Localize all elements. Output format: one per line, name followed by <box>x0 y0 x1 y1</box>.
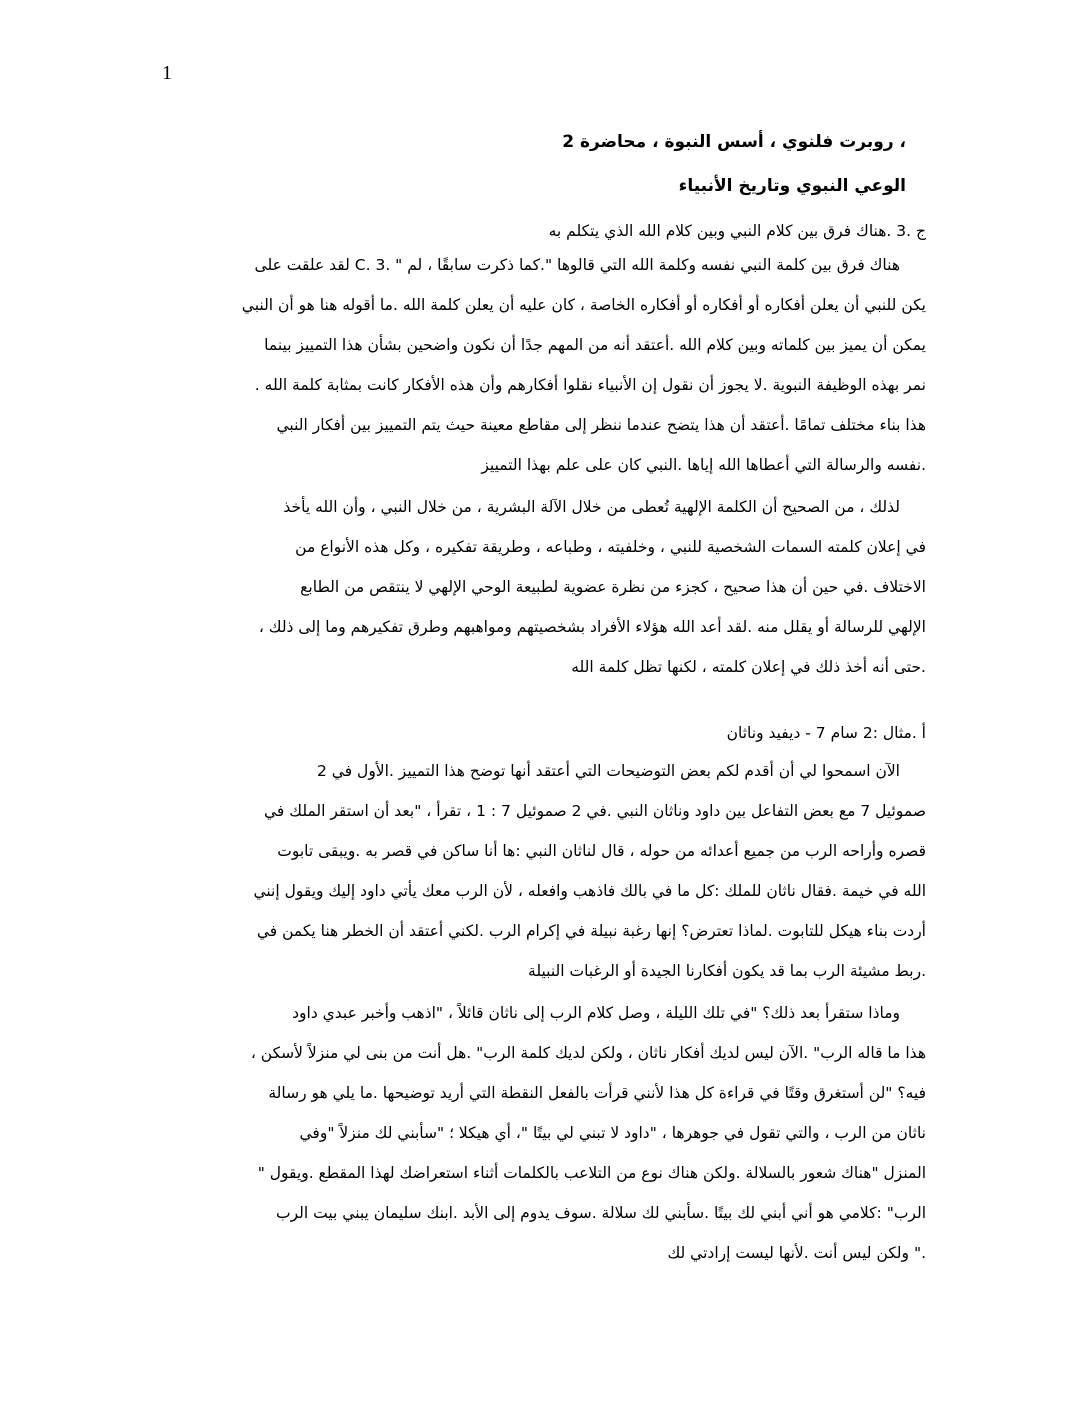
paragraph-line: المنزل "هناك شعور بالسلالة .ولكن هناك نوع من التلاعب بالكلمات أثناء استعراضك لهذا المقطع .ويقول " <box>257 1164 926 1182</box>
paragraph-line: الآن اسمحوا لي أن أقدم لكم بعض التوضيحات التي أعتقد أنها توضح هذا التمييز .الأول في 2 <box>317 762 900 780</box>
section-a-label: أ .مثال :2 سام 7 - ديفيد وناثان <box>726 724 926 742</box>
paragraph-line: ." ولكن ليس أنت .لأنها ليست إرادتي لك <box>667 1244 926 1262</box>
paragraph-line: هناك فرق بين كلمة النبي نفسه وكلمة الله التي قالوها ".كما ذكرت سابقًا ، لم " .C. 3 لقد علقت على <box>254 256 900 274</box>
paragraph-line: .نفسه والرسالة التي أعطاها الله إياها .النبي كان على علم بهذا التمييز <box>481 456 926 474</box>
paragraph-line: في إعلان كلمته السمات الشخصية للنبي ، وخلفيته ، وطباعه ، وطريقة تفكيره ، وكل هذه الأنواع من <box>295 538 926 556</box>
paragraph-line: فيه؟ "لن أستغرق وقتًا في قراءة كل هذا لأنني قرأت بالفعل النقطة التي أريد توضيحها .ما يلي هو رسالة <box>268 1084 926 1102</box>
paragraph-line: نمر بهذه الوظيفة النبوية .لا يجوز أن نقول إن الأنبياء نقلوا أفكارهم وأن هذه الأفكار كانت بمثابة كلمة الله . <box>254 376 926 394</box>
paragraph-line: يمكن أن يميز بين كلماته وبين كلام الله .أعتقد أنه من المهم جدًا أن نكون واضحين بشأن هذا التمييز بينما <box>264 336 926 354</box>
paragraph-line: الله في خيمة .فقال ناثان للملك :كل ما في بالك فاذهب وافعله ، لأن الرب معك يأتي داود إليك ويقول إنني <box>253 882 926 900</box>
paragraph-line: الرب" :كلامي هو أني أبني لك بيتًا .سأبني لك سلالة .سوف يدوم إلى الأبد .ابنك سليمان يبني بيت الرب <box>276 1204 926 1222</box>
paragraph-line: ناثان من الرب ، والتي تقول في جوهرها ، "داود لا تبني لي بيتًا "، أي هيكلا ؛ "سأبني لك منزلاً "وفي <box>299 1124 926 1142</box>
paragraph-line: أردت بناء هيكل للتابوت .لماذا تعترض؟ إنها رغبة نبيلة في إكرام الرب .لكني أعتقد أن الخطر هنا يكمن في <box>256 922 926 940</box>
section-c3-label: ج .3 .هناك فرق بين كلام النبي وبين كلام الله الذي يتكلم به <box>548 222 926 240</box>
document-subtitle: الوعي النبوي وتاريخ الأنبياء <box>678 176 906 196</box>
paragraph-line: صموئيل 7 مع بعض التفاعل بين داود وناثان النبي .في 2 صموئيل 7 : 1 ، تقرأ ، "بعد أن استقر الملك في <box>264 802 926 820</box>
paragraph-line: .ربط مشيئة الرب بما قد يكون أفكارنا الجيدة أو الرغبات النبيلة <box>528 962 926 980</box>
paragraph-line: يكن للنبي أن يعلن أفكاره أو أفكاره أو أفكاره الخاصة ، كان عليه أن يعلن كلمة الله .ما أقوله هنا هو أن النبي <box>241 296 926 314</box>
paragraph-line: .حتى أنه أخذ ذلك في إعلان كلمته ، لكنها تظل كلمة الله <box>571 658 926 676</box>
paragraph-line: هذا بناء مختلف تمامًا .أعتقد أن هذا يتضح عندما ننظر إلى مقاطع معينة حيث يتم التمييز بين أفكار النبي <box>276 416 926 434</box>
page-number: 1 <box>162 62 172 84</box>
paragraph-line: لذلك ، من الصحيح أن الكلمة الإلهية تُعطى من خلال الآلة البشرية ، من خلال النبي ، وأن الله يأخذ <box>283 498 900 516</box>
document-title: ، روبرت فلنوي ، أسس النبوة ، محاضرة 2 <box>562 132 906 152</box>
paragraph-line: الإلهي للرسالة أو يقلل منه .لقد أعد الله هؤلاء الأفراد بشخصيتهم ومواهبهم وطرق تفكيرهم وما إلى ذلك ، <box>258 618 926 636</box>
paragraph-line: الاختلاف .في حين أن هذا صحيح ، كجزء من نظرة عضوية لطبيعة الوحي الإلهي لا ينتقص من الطابع <box>300 578 926 596</box>
paragraph-line: وماذا ستقرأ بعد ذلك؟ "في تلك الليلة ، وصل كلام الرب إلى ناثان قائلاً ، "اذهب وأخبر عبدي داود <box>292 1004 900 1022</box>
paragraph-line: قصره وأراحه الرب من جميع أعدائه من حوله ، قال لناثان النبي :ها أنا ساكن في قصر به .ويبقى تابوت <box>277 842 926 860</box>
paragraph-line: هذا ما قاله الرب" .الآن ليس لديك أفكار ناثان ، ولكن لديك كلمة الرب" .هل أنت من بنى لي منزلاً لأسكن ، <box>250 1044 926 1062</box>
